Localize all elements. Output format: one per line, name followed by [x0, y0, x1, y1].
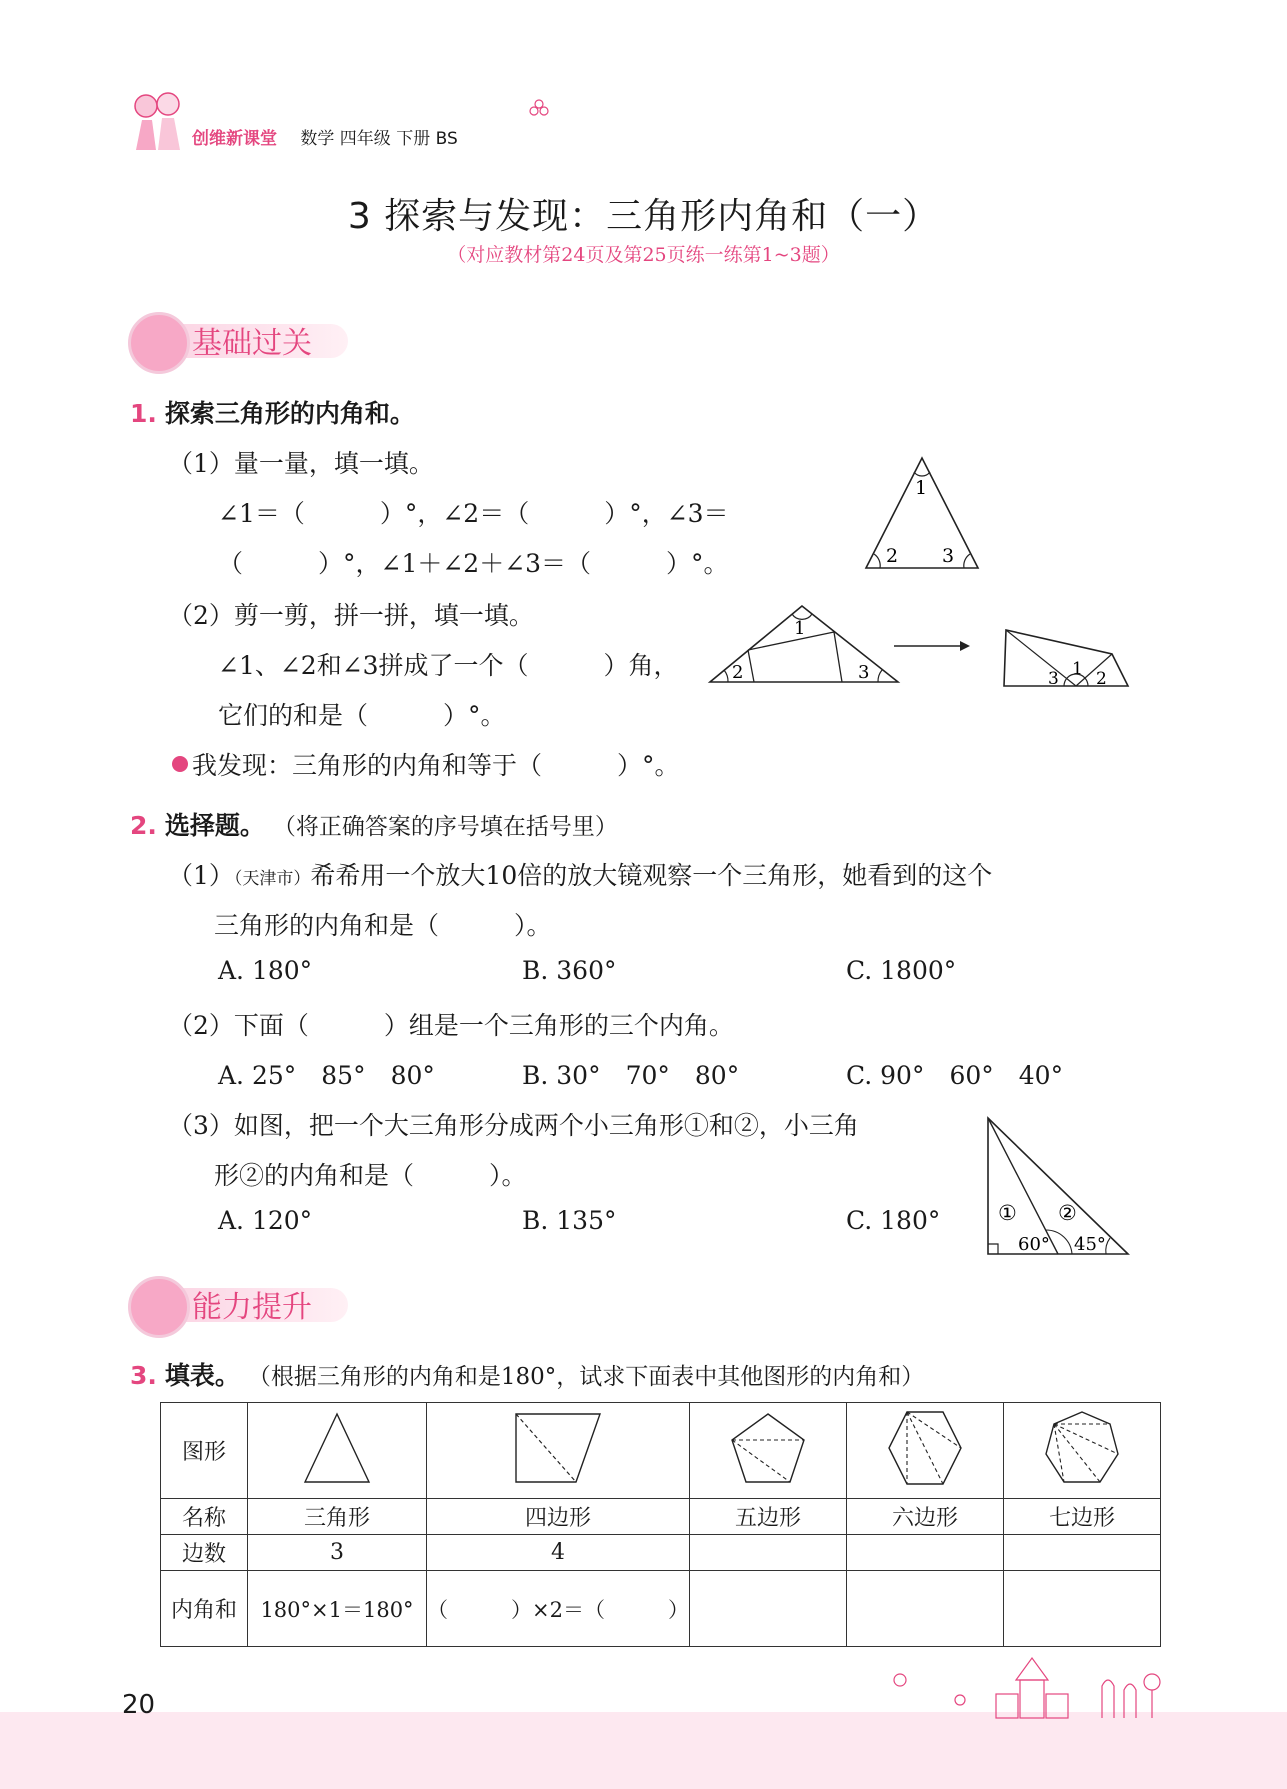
q2-part1-option-a: A. 180°: [218, 956, 313, 985]
figure-pentagon: [689, 1403, 846, 1499]
row-label-sum: 内角和: [161, 1571, 248, 1647]
q1-part1-head: （1）量一量，填一填。: [168, 449, 434, 478]
svg-text:2: 2: [1096, 669, 1107, 689]
q2-part2-option-c: C. 90° 60° 40°: [846, 1061, 1064, 1090]
sum-cell[interactable]: [1003, 1571, 1160, 1647]
region-label-1: ①: [998, 1201, 1017, 1225]
q2-part2-option-a: A. 25° 85° 80°: [218, 1061, 435, 1090]
page-subtitle: （对应教材第24页及第25页练一练第1~3题）: [447, 244, 840, 266]
sum-cell: 180°×1＝180°: [248, 1571, 427, 1647]
header-mascot: [128, 86, 186, 152]
q1-text: 探索三角形的内角和。: [164, 399, 415, 428]
q2-part3-line2: 形②的内角和是（ ）。: [214, 1161, 527, 1190]
castle-decoration-icon: [880, 1650, 1170, 1720]
q1-title: [130, 394, 415, 430]
q1-part1-line1: ∠1＝（ ）°，∠2＝（ ）°，∠3＝: [218, 499, 729, 528]
q1-part2-head: （2）剪一剪，拼一拼，填一填。: [168, 601, 534, 630]
page-title: 3 探索与发现：三角形内角和（一）: [347, 196, 940, 237]
q1-number: 1.: [130, 399, 157, 428]
svg-text:3: 3: [1048, 669, 1059, 689]
region-label-2: ②: [1058, 1201, 1077, 1225]
sides-cell[interactable]: [846, 1535, 1003, 1571]
sides-cell[interactable]: [1003, 1535, 1160, 1571]
name-cell: 六边形: [846, 1499, 1003, 1535]
row-label-figure: 图形: [161, 1403, 248, 1499]
section-badge-icon: [128, 1276, 190, 1338]
q2-part3-option-b: B. 135°: [522, 1206, 617, 1235]
angle-label-1: 1: [915, 477, 928, 499]
q2-number: 2.: [130, 811, 157, 840]
page-number: 20: [122, 1690, 156, 1720]
section-advanced-header: [128, 1276, 388, 1328]
header-book: 数学 四年级 下册 BS: [300, 129, 458, 149]
name-cell: 七边形: [1003, 1499, 1160, 1535]
q1-discover-text: 我发现：三角形的内角和等于（ ）°。: [192, 751, 680, 780]
figure-quadrilateral: [427, 1403, 690, 1499]
angle-label-45: 45°: [1074, 1234, 1106, 1255]
q3-title: [130, 1356, 924, 1392]
polygon-table: [160, 1402, 1161, 1647]
q2-part1-index: （1）: [168, 861, 234, 890]
sum-cell[interactable]: [846, 1571, 1003, 1647]
q1-cut-triangle-figure: [706, 602, 902, 686]
q1-part2-line1: ∠1、∠2和∠3拼成了一个（ ）角，: [218, 651, 679, 680]
q2-part1-line2: 三角形的内角和是（ ）。: [214, 911, 552, 940]
footer-band: [0, 1712, 1287, 1789]
q2-part3-option-c: C. 180°: [846, 1206, 941, 1235]
q1-triangle-figure: [862, 454, 982, 572]
q2-part2-option-b: B. 30° 70° 80°: [522, 1061, 740, 1090]
q2-part1-option-b: B. 360°: [522, 956, 617, 985]
q2-part1-tag: （天津市）: [233, 869, 311, 889]
angle-label-3: 3: [942, 545, 955, 567]
arrow-icon: [892, 638, 972, 652]
name-cell: 四边形: [427, 1499, 690, 1535]
q1-part2-line2: 它们的和是（ ）°。: [218, 701, 506, 730]
bullet-dot-icon: [172, 756, 188, 772]
q2-part1-option-c: C. 1800°: [846, 956, 957, 985]
flower-icon: [528, 98, 550, 120]
table-row-sums: [161, 1571, 1161, 1647]
section-badge-icon: [128, 312, 190, 374]
name-cell: 五边形: [689, 1499, 846, 1535]
sum-cell[interactable]: （ ）×2＝（ ）: [427, 1571, 690, 1647]
table-row-names: [161, 1499, 1161, 1535]
sides-cell: 3: [248, 1535, 427, 1571]
svg-text:2: 2: [732, 662, 744, 683]
sides-cell: 4: [427, 1535, 690, 1571]
angle-label-60: 60°: [1018, 1234, 1050, 1255]
figure-heptagon: [1003, 1403, 1160, 1499]
q3-hint: （根据三角形的内角和是180°，试求下面表中其他图形的内角和）: [247, 1364, 925, 1390]
figure-triangle: [248, 1403, 427, 1499]
row-label-sides: 边数: [161, 1535, 248, 1571]
table-row-figures: [161, 1403, 1161, 1499]
q3-text: 填表。: [164, 1361, 240, 1390]
q2-title: [130, 806, 618, 842]
q2-part3-option-a: A. 120°: [218, 1206, 313, 1235]
q1-discover: [172, 746, 680, 782]
q1-part1-line2: （ ）°，∠1＋∠2＋∠3＝（ ）°。: [218, 549, 729, 578]
q2-right-triangle-figure: [984, 1114, 1130, 1258]
svg-text:1: 1: [794, 618, 806, 639]
q1-assembled-figure: [1000, 626, 1132, 690]
q2-part1-line1: [168, 856, 992, 892]
q2-hint: （将正确答案的序号填在括号里）: [272, 814, 618, 840]
angle-label-2: 2: [886, 545, 899, 567]
section-basic-header: [128, 312, 388, 364]
sum-cell[interactable]: [689, 1571, 846, 1647]
figure-hexagon: [846, 1403, 1003, 1499]
svg-text:3: 3: [858, 662, 870, 683]
sides-cell[interactable]: [689, 1535, 846, 1571]
name-cell: 三角形: [248, 1499, 427, 1535]
q2-part3-line1: （3）如图，把一个大三角形分成两个小三角形①和②，小三角: [168, 1111, 859, 1140]
table-row-sides: [161, 1535, 1161, 1571]
q2-text: 选择题。: [164, 811, 265, 840]
header-brand: 创维新课堂: [192, 129, 277, 149]
q2-part2-line: （2）下面（ ）组是一个三角形的三个内角。: [168, 1011, 734, 1040]
q3-number: 3.: [130, 1361, 157, 1390]
section-basic-label: 基础过关: [192, 326, 312, 361]
page-header: [192, 124, 458, 149]
svg-text:1: 1: [1072, 659, 1083, 679]
q2-part1-text: 希希用一个放大10倍的放大镜观察一个三角形，她看到的这个: [310, 861, 993, 890]
row-label-name: 名称: [161, 1499, 248, 1535]
section-advanced-label: 能力提升: [192, 1290, 312, 1325]
